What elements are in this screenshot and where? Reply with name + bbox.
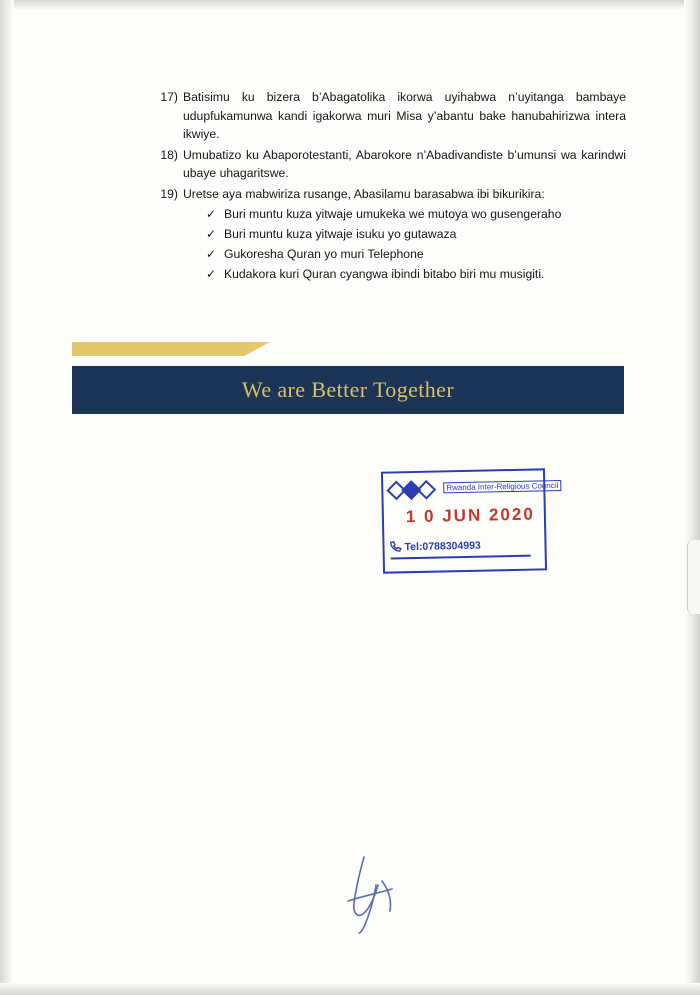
numbered-item-text: Umubatizo ku Abaporotestanti, Abarokore n’Abadivandiste b’umunsi wa karindwi ubaye uhagaritswe. [183,147,626,181]
banner-accent-bar [72,342,244,356]
numbered-item [148,88,626,144]
stamp-date: 1 0 JUN 2020 [405,504,535,527]
numbered-item [148,185,626,204]
checkmark-icon: ✓ [206,207,217,222]
stamp-content [383,470,559,571]
banner-accent-taper [244,342,270,356]
numbered-item-text: Uretse aya mabwiriza rusange, Abasilamu barasabwa ibi bikurikira: [183,186,545,201]
checkmark-icon: ✓ [206,266,217,281]
list-item [148,225,626,245]
list-item [148,245,626,265]
scan-edge-bottom [0,983,700,995]
list-item [148,205,626,225]
diamond-logo-icon [389,478,441,501]
scan-edge-left [0,0,14,995]
numbered-item-number: 19) [160,186,178,201]
numbered-item-number: 17) [160,90,178,104]
list-item-label: Gukoresha Quran yo muri Telephone [224,246,424,261]
checkmark-icon: ✓ [206,246,217,261]
list-item-label: Buri muntu kuza yitwaje isuku yo gutawaza [224,227,457,242]
footer-banner [72,342,628,414]
numbered-item-text: Batisimu ku bizera b’Abagatolika ikorwa uyihabwa n’uyitanga bambaye udupfukamunwa kandi igakorwa muri Misa y’abantu bake hanubahirizwa intera ikwiye. [183,90,626,142]
scan-page-notch [687,540,700,614]
diamond-shape-icon [416,480,436,500]
checkmark-icon: ✓ [206,227,217,242]
stamp-telephone: Tel:0788304993 [404,539,481,554]
checklist [148,205,626,284]
stamp-underline [391,555,531,560]
official-stamp [381,468,559,573]
document-body [148,88,626,284]
numbered-item-number: 18) [160,147,178,162]
banner-slogan: We are Better Together [241,377,455,402]
phone-icon [388,539,402,553]
list-item-label: Buri muntu kuza yitwaje umukeka we mutoya wo gusengeraho [224,207,562,222]
numbered-item [148,146,626,183]
scan-edge-right [684,0,700,995]
stamp-organization-name: Rwanda Inter-Religious Council [443,480,561,493]
list-item-label: Kudakora kuri Quran cyangwa ibindi bitabo biri mu musigiti. [224,266,545,281]
scan-edge-top [0,0,700,10]
handwritten-signature [330,855,420,935]
list-item [148,265,626,285]
